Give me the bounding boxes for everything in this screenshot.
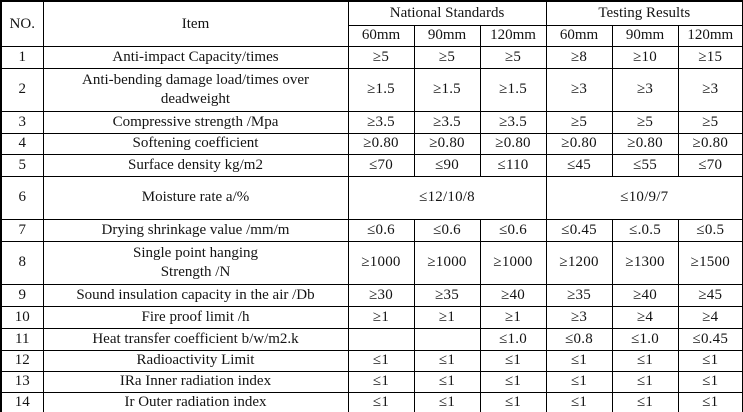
table-row bbox=[1, 371, 743, 392]
row-number: 1 bbox=[1, 46, 43, 68]
value-cell: ≥1.5 bbox=[348, 68, 414, 111]
value-cell: ≤1 bbox=[678, 371, 743, 392]
value-cell: ≥1 bbox=[480, 306, 546, 328]
value-cell: ≥1200 bbox=[546, 241, 612, 284]
col-header-no: NO. bbox=[1, 1, 43, 46]
value-cell: ≥35 bbox=[414, 284, 480, 306]
row-number: 4 bbox=[1, 133, 43, 154]
item-label-line: deadweight bbox=[160, 90, 231, 107]
row-number: 8 bbox=[1, 241, 43, 284]
table-row bbox=[1, 46, 743, 68]
item-label bbox=[43, 241, 348, 284]
col-header-ns-60mm: 60mm bbox=[348, 25, 414, 46]
row-number: 6 bbox=[1, 176, 43, 219]
value-cell: ≥4 bbox=[612, 306, 678, 328]
value-cell: ≥1.5 bbox=[480, 68, 546, 111]
value-cell: ≤1.0 bbox=[612, 328, 678, 350]
value-cell: ≤1 bbox=[546, 392, 612, 412]
value-cell: ≤1 bbox=[546, 371, 612, 392]
value-cell: ≤0.6 bbox=[480, 219, 546, 241]
value-cell: ≤70 bbox=[348, 154, 414, 176]
value-cell: ≤1 bbox=[612, 350, 678, 371]
item-label: Fire proof limit /h bbox=[43, 306, 348, 328]
value-cell: ≥4 bbox=[678, 306, 743, 328]
value-cell: ≤0.5 bbox=[678, 219, 743, 241]
item-label bbox=[43, 68, 348, 111]
item-label-line: Strength /N bbox=[160, 263, 231, 280]
col-header-tr-60mm: 60mm bbox=[546, 25, 612, 46]
table-row bbox=[1, 133, 743, 154]
value-cell: ≥40 bbox=[612, 284, 678, 306]
value-cell: ≥45 bbox=[678, 284, 743, 306]
table-row bbox=[1, 241, 743, 284]
value-cell: ≥40 bbox=[480, 284, 546, 306]
item-label: Heat transfer coefficient b/w/m2.k bbox=[43, 328, 348, 350]
table-row bbox=[1, 154, 743, 176]
value-cell: ≤1 bbox=[612, 371, 678, 392]
value-cell: ≥0.80 bbox=[414, 133, 480, 154]
value-cell: ≥0.80 bbox=[348, 133, 414, 154]
item-label: Ir Outer radiation index bbox=[43, 392, 348, 412]
value-cell: ≥30 bbox=[348, 284, 414, 306]
value-cell: ≤1 bbox=[480, 392, 546, 412]
value-cell: ≥0.80 bbox=[612, 133, 678, 154]
table-row bbox=[1, 328, 743, 350]
value-cell: ≥1300 bbox=[612, 241, 678, 284]
value-cell-merged: ≤12/10/8 bbox=[348, 176, 546, 219]
value-cell: ≤0.45 bbox=[546, 219, 612, 241]
value-cell: ≥5 bbox=[480, 46, 546, 68]
value-cell: ≤1 bbox=[414, 350, 480, 371]
value-cell: ≤0.45 bbox=[678, 328, 743, 350]
value-cell: ≥3 bbox=[612, 68, 678, 111]
row-number: 13 bbox=[1, 371, 43, 392]
value-cell: ≥3.5 bbox=[414, 111, 480, 133]
row-number: 10 bbox=[1, 306, 43, 328]
value-cell: ≥35 bbox=[546, 284, 612, 306]
value-cell: ≤0.8 bbox=[546, 328, 612, 350]
table-row bbox=[1, 284, 743, 306]
table-row bbox=[1, 306, 743, 328]
value-cell: ≤90 bbox=[414, 154, 480, 176]
value-cell: ≥5 bbox=[612, 111, 678, 133]
item-label: Compressive strength /Mpa bbox=[43, 111, 348, 133]
value-cell: ≥3.5 bbox=[348, 111, 414, 133]
value-cell: ≤1 bbox=[348, 350, 414, 371]
item-label: Surface density kg/m2 bbox=[43, 154, 348, 176]
row-number: 11 bbox=[1, 328, 43, 350]
col-header-testing-results: Testing Results bbox=[546, 1, 743, 25]
item-label: Drying shrinkage value /mm/m bbox=[43, 219, 348, 241]
value-cell: ≥1 bbox=[414, 306, 480, 328]
table-row bbox=[1, 219, 743, 241]
header-group-row bbox=[1, 1, 743, 25]
value-cell: ≥1000 bbox=[348, 241, 414, 284]
row-number: 12 bbox=[1, 350, 43, 371]
value-cell: ≥3 bbox=[678, 68, 743, 111]
col-header-tr-120mm: 120mm bbox=[678, 25, 743, 46]
value-cell: ≤1 bbox=[678, 392, 743, 412]
value-cell: ≥5 bbox=[414, 46, 480, 68]
row-number: 7 bbox=[1, 219, 43, 241]
value-cell: ≥5 bbox=[546, 111, 612, 133]
value-cell: ≥5 bbox=[348, 46, 414, 68]
value-cell: ≥0.80 bbox=[546, 133, 612, 154]
row-number: 9 bbox=[1, 284, 43, 306]
value-cell: ≤1.0 bbox=[480, 328, 546, 350]
value-cell: ≤1 bbox=[348, 392, 414, 412]
value-cell bbox=[348, 328, 414, 350]
item-label: Softening coefficient bbox=[43, 133, 348, 154]
value-cell: ≤1 bbox=[480, 371, 546, 392]
value-cell: ≥3.5 bbox=[480, 111, 546, 133]
value-cell: ≤1 bbox=[678, 350, 743, 371]
spec-table-body bbox=[1, 46, 743, 412]
value-cell: ≤0.6 bbox=[414, 219, 480, 241]
value-cell: ≥1500 bbox=[678, 241, 743, 284]
value-cell: ≥3 bbox=[546, 68, 612, 111]
table-row bbox=[1, 176, 743, 219]
item-label-line: Single point hanging bbox=[133, 245, 258, 262]
table-row bbox=[1, 68, 743, 111]
value-cell: ≤1 bbox=[348, 371, 414, 392]
value-cell bbox=[414, 328, 480, 350]
table-row bbox=[1, 350, 743, 371]
value-cell: ≥1.5 bbox=[414, 68, 480, 111]
item-label: Sound insulation capacity in the air /Db bbox=[43, 284, 348, 306]
item-label: Radioactivity Limit bbox=[43, 350, 348, 371]
value-cell: ≤1 bbox=[480, 350, 546, 371]
value-cell-merged: ≤10/9/7 bbox=[546, 176, 743, 219]
value-cell: ≤1 bbox=[414, 371, 480, 392]
item-label: Anti-impact Capacity/times bbox=[43, 46, 348, 68]
value-cell: ≥1 bbox=[348, 306, 414, 328]
item-label: IRa Inner radiation index bbox=[43, 371, 348, 392]
value-cell: ≤.0.5 bbox=[612, 219, 678, 241]
col-header-ns-120mm: 120mm bbox=[480, 25, 546, 46]
value-cell: ≥1000 bbox=[414, 241, 480, 284]
table-row bbox=[1, 111, 743, 133]
row-number: 3 bbox=[1, 111, 43, 133]
row-number: 5 bbox=[1, 154, 43, 176]
value-cell: ≥3 bbox=[546, 306, 612, 328]
item-label-line: Anti-bending damage load/times over bbox=[81, 72, 310, 89]
value-cell: ≥0.80 bbox=[678, 133, 743, 154]
table-row bbox=[1, 392, 743, 412]
value-cell: ≥0.80 bbox=[480, 133, 546, 154]
value-cell: ≤45 bbox=[546, 154, 612, 176]
value-cell: ≥5 bbox=[678, 111, 743, 133]
value-cell: ≤1 bbox=[612, 392, 678, 412]
value-cell: ≥8 bbox=[546, 46, 612, 68]
row-number: 2 bbox=[1, 68, 43, 111]
value-cell: ≥15 bbox=[678, 46, 743, 68]
item-label: Moisture rate a/% bbox=[43, 176, 348, 219]
value-cell: ≤110 bbox=[480, 154, 546, 176]
value-cell: ≤70 bbox=[678, 154, 743, 176]
row-number: 14 bbox=[1, 392, 43, 412]
col-header-national-standards: National Standards bbox=[348, 1, 546, 25]
value-cell: ≤1 bbox=[414, 392, 480, 412]
value-cell: ≥10 bbox=[612, 46, 678, 68]
col-header-tr-90mm: 90mm bbox=[612, 25, 678, 46]
value-cell: ≤55 bbox=[612, 154, 678, 176]
value-cell: ≥1000 bbox=[480, 241, 546, 284]
value-cell: ≤0.6 bbox=[348, 219, 414, 241]
value-cell: ≤1 bbox=[546, 350, 612, 371]
col-header-ns-90mm: 90mm bbox=[414, 25, 480, 46]
col-header-item: Item bbox=[43, 1, 348, 46]
